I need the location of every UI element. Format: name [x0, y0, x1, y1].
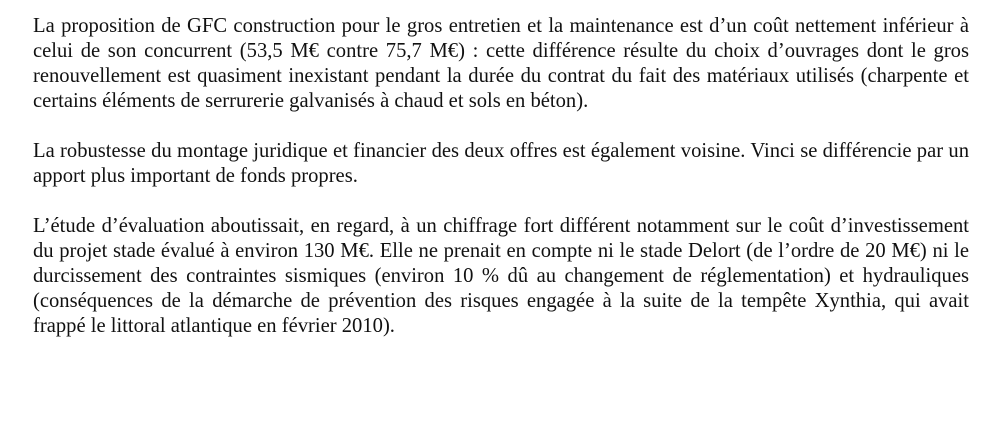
paragraph-evaluation-study: L’étude d’évaluation aboutissait, en regard, à un chiffrage fort différent notamment sur le coût d’investissement du projet stade évalué à environ 130 M€. Elle ne prenait en compte ni le stade Delort (de l’ordre de 20 M€) ni le durcissement des contraintes sismiques (environ 10 % dû au changement de réglementation) et hydrauliques (conséquences de la démarche de prévention des risques engagée à la suite de la tempête Xynthia, qui avait frappé le littoral atlantique en février 2010).: [33, 215, 969, 337]
paragraph-legal-financial-robustness: La robustesse du montage juridique et financier des deux offres est également voisine. Vinci se différencie par un apport plus important de fonds propres.: [33, 140, 969, 187]
paragraph-maintenance-cost: La proposition de GFC construction pour le gros entretien et la maintenance est d’un coût nettement inférieur à celui de son concurrent (53,5 M€ contre 75,7 M€) : cette différence résulte du choix d’ouvrages dont le gros renouvellement est quasiment inexistant pendant la durée du contrat du fait des matériaux utilisés (charpente et certains éléments de serrurerie galvanisés à chaud et sols en béton).: [33, 15, 969, 112]
document-body: [33, 14, 969, 339]
